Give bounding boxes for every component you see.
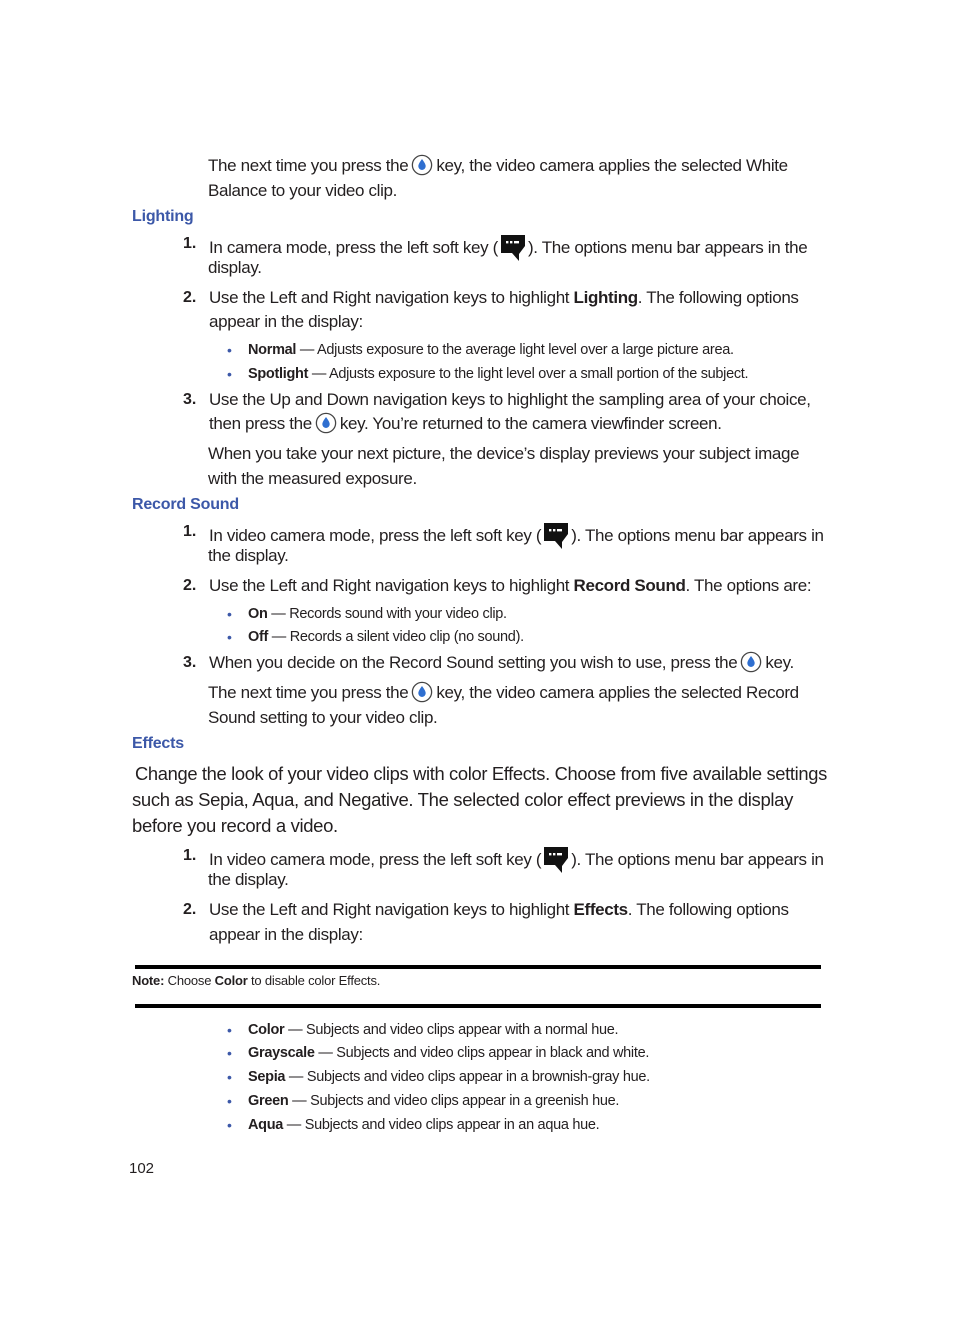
note-label: Note: (132, 973, 165, 988)
step-text-cont: appear in the display: (209, 312, 363, 331)
bullet-icon: • (227, 1069, 232, 1085)
option-name: Green (248, 1093, 289, 1109)
step-text-b: ). The options menu bar appears in the (527, 238, 808, 257)
option-item (248, 1114, 599, 1136)
after-text: When you take your next picture, the device’s display previews your subject image (208, 444, 800, 463)
option-desc: — Adjusts exposure to the average light level over a large picture area. (296, 342, 734, 358)
option-name: Aqua (248, 1117, 284, 1133)
step-text-b: . The options are: (685, 576, 812, 595)
step-text: Use the Up and Down navigation keys to highlight the sampling area of your choice, (209, 390, 811, 409)
step-text (209, 898, 789, 922)
step-number: 2. (183, 577, 197, 594)
note-text-b: to disable color Effects. (247, 973, 381, 988)
section-heading-record-sound: Record Sound (132, 496, 239, 513)
option-item (248, 1019, 618, 1041)
step-text-cont: the display. (208, 870, 289, 889)
step-number: 2. (183, 901, 197, 918)
option-item (248, 339, 734, 361)
page-number: 102 (129, 1160, 155, 1177)
step-text (209, 520, 824, 550)
bullet-icon: • (227, 366, 232, 382)
section-heading-lighting: Lighting (132, 208, 194, 225)
step-text-b: ). The options menu bar appears in (571, 850, 824, 869)
effects-paragraph: Change the look of your video clips with color Effects. Choose from five available settings (135, 763, 827, 784)
step-text-c: key. You’re returned to the camera viewfinder screen. (339, 414, 722, 433)
step-text (209, 844, 824, 874)
ok-key-icon (315, 412, 337, 434)
step-text (209, 286, 799, 310)
note-text-a: Choose (164, 973, 215, 988)
option-desc: — Subjects and video clips appear in black and white. (314, 1045, 650, 1061)
option-name: Off (248, 629, 269, 645)
step-highlight: Record Sound (573, 576, 686, 595)
step-text-b: key. (765, 653, 794, 672)
option-name: Spotlight (248, 366, 309, 382)
left-soft-key-icon (500, 232, 526, 262)
intro-line-2: Balance to your video clip. (208, 181, 397, 200)
option-name: Sepia (248, 1069, 286, 1085)
step-text-a: In camera mode, press the left soft key ( (209, 238, 498, 257)
option-desc: — Adjusts exposure to the light level over a small portion of the subject. (308, 366, 749, 382)
bullet-icon: • (227, 1093, 232, 1109)
step-number: 3. (183, 391, 197, 408)
bullet-icon: • (227, 1117, 232, 1133)
step-number: 1. (183, 847, 197, 864)
step-number: 3. (183, 654, 197, 671)
step-text-cont: appear in the display: (209, 925, 363, 944)
option-item (248, 1042, 649, 1064)
intro-line-1 (208, 154, 788, 178)
step-text-a: Use the Left and Right navigation keys to highlight (209, 288, 574, 307)
step-text (209, 574, 811, 598)
step-text-b: ). The options menu bar appears in (571, 526, 824, 545)
bullet-icon: • (227, 1022, 232, 1038)
step-text-b: then press the (209, 414, 312, 433)
after-text: with the measured exposure. (208, 469, 417, 488)
effects-paragraph: before you record a video. (132, 815, 338, 836)
after-text-a: The next time you press the (208, 683, 409, 702)
step-number: 1. (183, 523, 197, 540)
step-text-b: . The following options (637, 288, 799, 307)
after-text (208, 681, 799, 705)
step-text-cont: display. (208, 258, 262, 277)
note-highlight: Color (214, 973, 248, 988)
note (132, 972, 380, 990)
bullet-icon: • (227, 1045, 232, 1061)
option-item (248, 1066, 650, 1088)
option-desc: — Subjects and video clips appear in an aqua hue. (283, 1117, 600, 1133)
step-highlight: Lighting (573, 288, 638, 307)
option-desc: — Subjects and video clips appear in a brownish-gray hue. (285, 1069, 650, 1085)
effects-paragraph: such as Sepia, Aqua, and Negative. The selected color effect previews in the display (132, 789, 793, 810)
step-text-a: Use the Left and Right navigation keys to highlight (209, 576, 574, 595)
step-text-a: Use the Left and Right navigation keys to highlight (209, 900, 574, 919)
step-text-a: In video camera mode, press the left soft key ( (209, 850, 542, 869)
option-item (248, 603, 507, 625)
intro-text-a: The next time you press the (208, 156, 409, 175)
step-text-cont (209, 412, 722, 436)
after-text-b: key, the video camera applies the selected Record (436, 683, 799, 702)
bullet-icon: • (227, 629, 232, 645)
step-text (209, 651, 794, 675)
left-soft-key-icon (543, 520, 569, 550)
option-item (248, 626, 524, 648)
bullet-icon: • (227, 342, 232, 358)
option-desc: — Subjects and video clips appear in a greenish hue. (288, 1093, 620, 1109)
step-text-b: . The following options (627, 900, 789, 919)
after-text: Sound setting to your video clip. (208, 708, 438, 727)
ok-key-icon (411, 681, 433, 703)
section-heading-effects: Effects (132, 735, 184, 752)
step-text-cont: the display. (208, 546, 289, 565)
option-item (248, 363, 748, 385)
ok-key-icon (740, 651, 762, 673)
option-desc: — Subjects and video clips appear with a normal hue. (284, 1022, 619, 1038)
ok-key-icon (411, 154, 433, 176)
step-number: 2. (183, 289, 197, 306)
option-item (248, 1090, 619, 1112)
option-name: Grayscale (248, 1045, 315, 1061)
step-text-a: When you decide on the Record Sound setting you wish to use, press the (209, 653, 738, 672)
left-soft-key-icon (543, 844, 569, 874)
option-desc: — Records sound with your video clip. (267, 606, 507, 622)
step-number: 1. (183, 235, 197, 252)
step-text (209, 232, 807, 262)
note-rule-top (135, 965, 821, 969)
intro-text-b: key, the video camera applies the selected White (436, 156, 788, 175)
step-text-a: In video camera mode, press the left soft key ( (209, 526, 542, 545)
option-name: On (248, 606, 268, 622)
note-rule-bottom (135, 1004, 821, 1008)
bullet-icon: • (227, 606, 232, 622)
option-name: Color (248, 1022, 285, 1038)
step-highlight: Effects (573, 900, 628, 919)
option-name: Normal (248, 342, 297, 358)
option-desc: — Records a silent video clip (no sound). (268, 629, 524, 645)
